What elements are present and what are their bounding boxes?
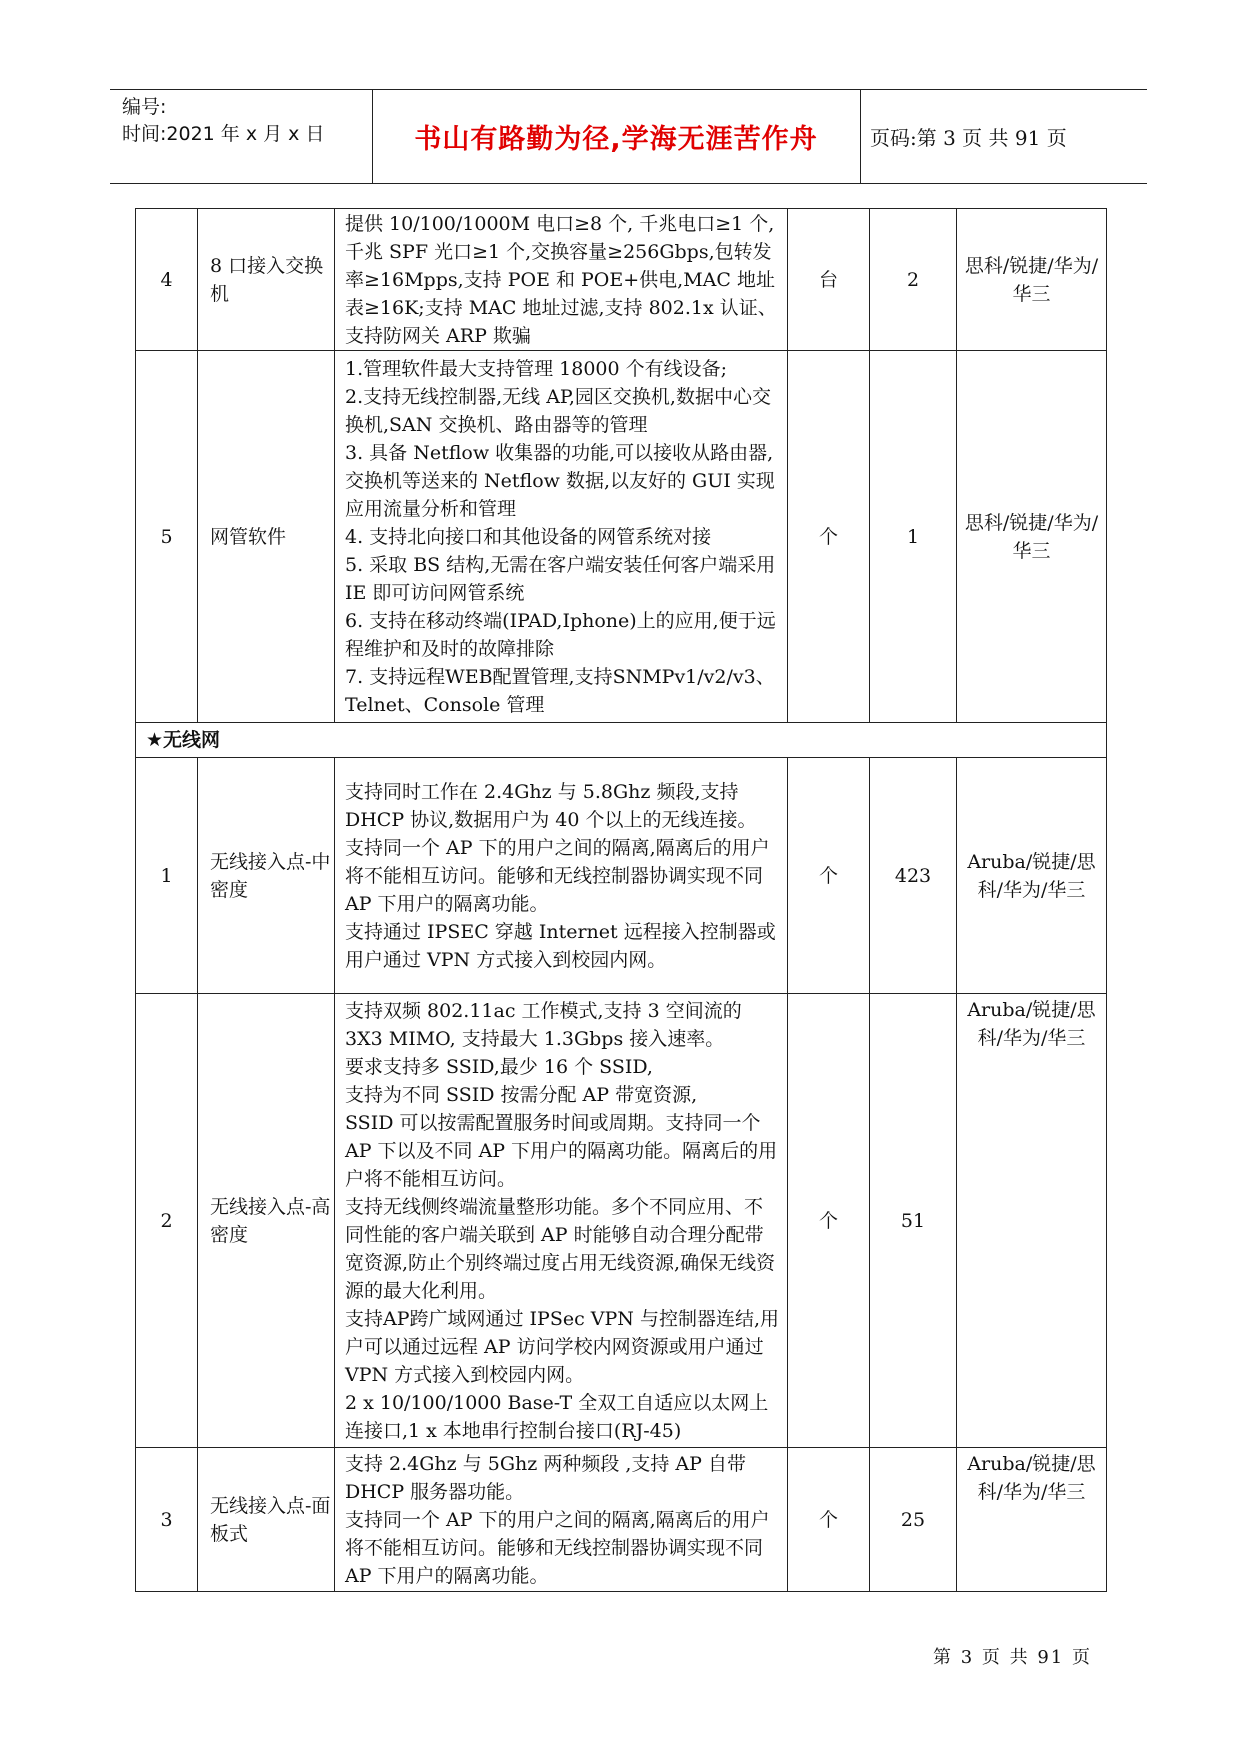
description-line: 1.管理软件最大支持管理 18000 个有线设备; (345, 357, 728, 380)
description-line: 要求支持多 SSID,最少 16 个 SSID, (345, 1055, 653, 1078)
description-line: 2.支持无线控制器,无线 AP,园区交换机,数据中心交换机,SAN 交换机、路由器等的管理 (345, 385, 771, 436)
row-number: 3 (136, 1448, 198, 1592)
item-description (335, 994, 788, 1448)
description-line: 支持同时工作在 2.4Ghz 与 5.8Ghz 频段,支持 DHCP 协议,数据用户为 40 个以上的无线连接。 (345, 780, 757, 831)
header-meta (122, 94, 372, 148)
item-brands: 思科/锐捷/华为/华三 (957, 209, 1107, 351)
item-unit: 个 (788, 994, 870, 1448)
item-quantity: 1 (870, 351, 957, 723)
item-description (335, 758, 788, 994)
header-divider (860, 90, 861, 183)
item-description (335, 209, 788, 351)
item-quantity: 51 (870, 994, 957, 1448)
item-quantity: 423 (870, 758, 957, 994)
description-line: 支持同一个 AP 下的用户之间的隔离,隔离后的用户将不能相互访问。能够和无线控制器协调实现不同 AP 下用户的隔离功能。 (345, 836, 770, 915)
description-line: 3. 具备 Netflow 收集器的功能,可以接收从路由器,交换机等送来的 Netflow 数据,以友好的 GUI 实现应用流量分析和管理 (345, 441, 775, 520)
description-line: 支持无线侧终端流量整形功能。多个不同应用、不同性能的客户端关联到 AP 时能够自动合理分配带宽资源,防止个别终端过度占用无线资源,确保无线资源的最大化利用。 (345, 1195, 776, 1302)
description-line: 7. 支持远程WEB配置管理,支持SNMPv1/v2/v3、Telnet、Console 管理 (345, 665, 775, 716)
page-header (110, 89, 1147, 184)
item-unit: 个 (788, 758, 870, 994)
description-line: 2 x 10/100/1000 Base-T 全双工自适应以太网上连接口,1 x 本地串行控制台接口(RJ-45) (345, 1391, 769, 1442)
item-unit: 台 (788, 209, 870, 351)
item-brands: 思科/锐捷/华为/华三 (957, 351, 1107, 723)
table-row (136, 1448, 1107, 1592)
description-line: 提供 10/100/1000M 电口≥8 个, 千兆电口≥1 个,千兆 SPF 光口≥1 个,交换容量≥256Gbps,包转发率≥16Mpps,支持 POE 和 POE+供电,MAC 地址表≥16K;支持 MAC 地址过滤,支持 802.1x 认证、支持防网关 ARP 欺骗 (345, 212, 777, 347)
doc-number-label: 编号: (122, 96, 167, 118)
row-number: 2 (136, 994, 198, 1448)
item-unit: 个 (788, 351, 870, 723)
item-quantity: 2 (870, 209, 957, 351)
table-row (136, 994, 1107, 1448)
item-name: 无线接入点-中密度 (198, 758, 335, 994)
item-description (335, 1448, 788, 1592)
description-line: 5. 采取 BS 结构,无需在客户端安装任何客户端采用 IE 即可访问网管系统 (345, 553, 776, 604)
item-brands: Aruba/锐捷/思科/华为/华三 (957, 994, 1107, 1448)
page-footer: 第 3 页 共 91 页 (933, 1647, 1092, 1668)
description-line: 支持AP跨广域网通过 IPSec VPN 与控制器连结,用户可以通过远程 AP 访问学校内网资源或用户通过 VPN 方式接入到校园内网。 (345, 1307, 779, 1386)
item-name: 无线接入点-高密度 (198, 994, 335, 1448)
equipment-spec-table (135, 208, 1107, 1592)
header-motto: 书山有路勤为径,学海无涯苦作舟 (414, 124, 818, 155)
row-number: 4 (136, 209, 198, 351)
header-page-number: 页码:第 3 页 共 91 页 (870, 126, 1067, 150)
section-title: ★无线网 (136, 723, 1107, 758)
table-row (136, 209, 1107, 351)
description-line: 6. 支持在移动终端(IPAD,Iphone)上的应用,便于远程维护和及时的故障排除 (345, 609, 776, 660)
row-number: 5 (136, 351, 198, 723)
item-name: 8 口接入交换机 (198, 209, 335, 351)
item-name: 无线接入点-面板式 (198, 1448, 335, 1592)
description-line: 4. 支持北向接口和其他设备的网管系统对接 (345, 525, 712, 548)
table-row (136, 758, 1107, 994)
description-line: 支持同一个 AP 下的用户之间的隔离,隔离后的用户将不能相互访问。能够和无线控制器协调实现不同 AP 下用户的隔离功能。 (345, 1508, 770, 1587)
description-line: 支持通过 IPSEC 穿越 Internet 远程接入控制器或用户通过 VPN 方式接入到校园内网。 (345, 920, 776, 971)
description-line: SSID 可以按需配置服务时间或周期。支持同一个 AP 下以及不同 AP 下用户的隔离功能。隔离后的用户将不能相互访问。 (345, 1111, 778, 1190)
description-line: 支持 2.4Ghz 与 5Ghz 两种频段 ,支持 AP 自带 DHCP 服务器功能。 (345, 1452, 746, 1503)
description-line: 支持为不同 SSID 按需分配 AP 带宽资源, (345, 1083, 698, 1106)
item-name: 网管软件 (198, 351, 335, 723)
item-brands: Aruba/锐捷/思科/华为/华三 (957, 758, 1107, 994)
table-row (136, 351, 1107, 723)
item-brands: Aruba/锐捷/思科/华为/华三 (957, 1448, 1107, 1592)
doc-date-label: 时间:2021 年 x 月 x 日 (122, 123, 325, 145)
item-quantity: 25 (870, 1448, 957, 1592)
item-unit: 个 (788, 1448, 870, 1592)
section-row (136, 723, 1107, 758)
description-line: 支持双频 802.11ac 工作模式,支持 3 空间流的 3X3 MIMO, 支持最大 1.3Gbps 接入速率。 (345, 999, 742, 1050)
item-description (335, 351, 788, 723)
row-number: 1 (136, 758, 198, 994)
